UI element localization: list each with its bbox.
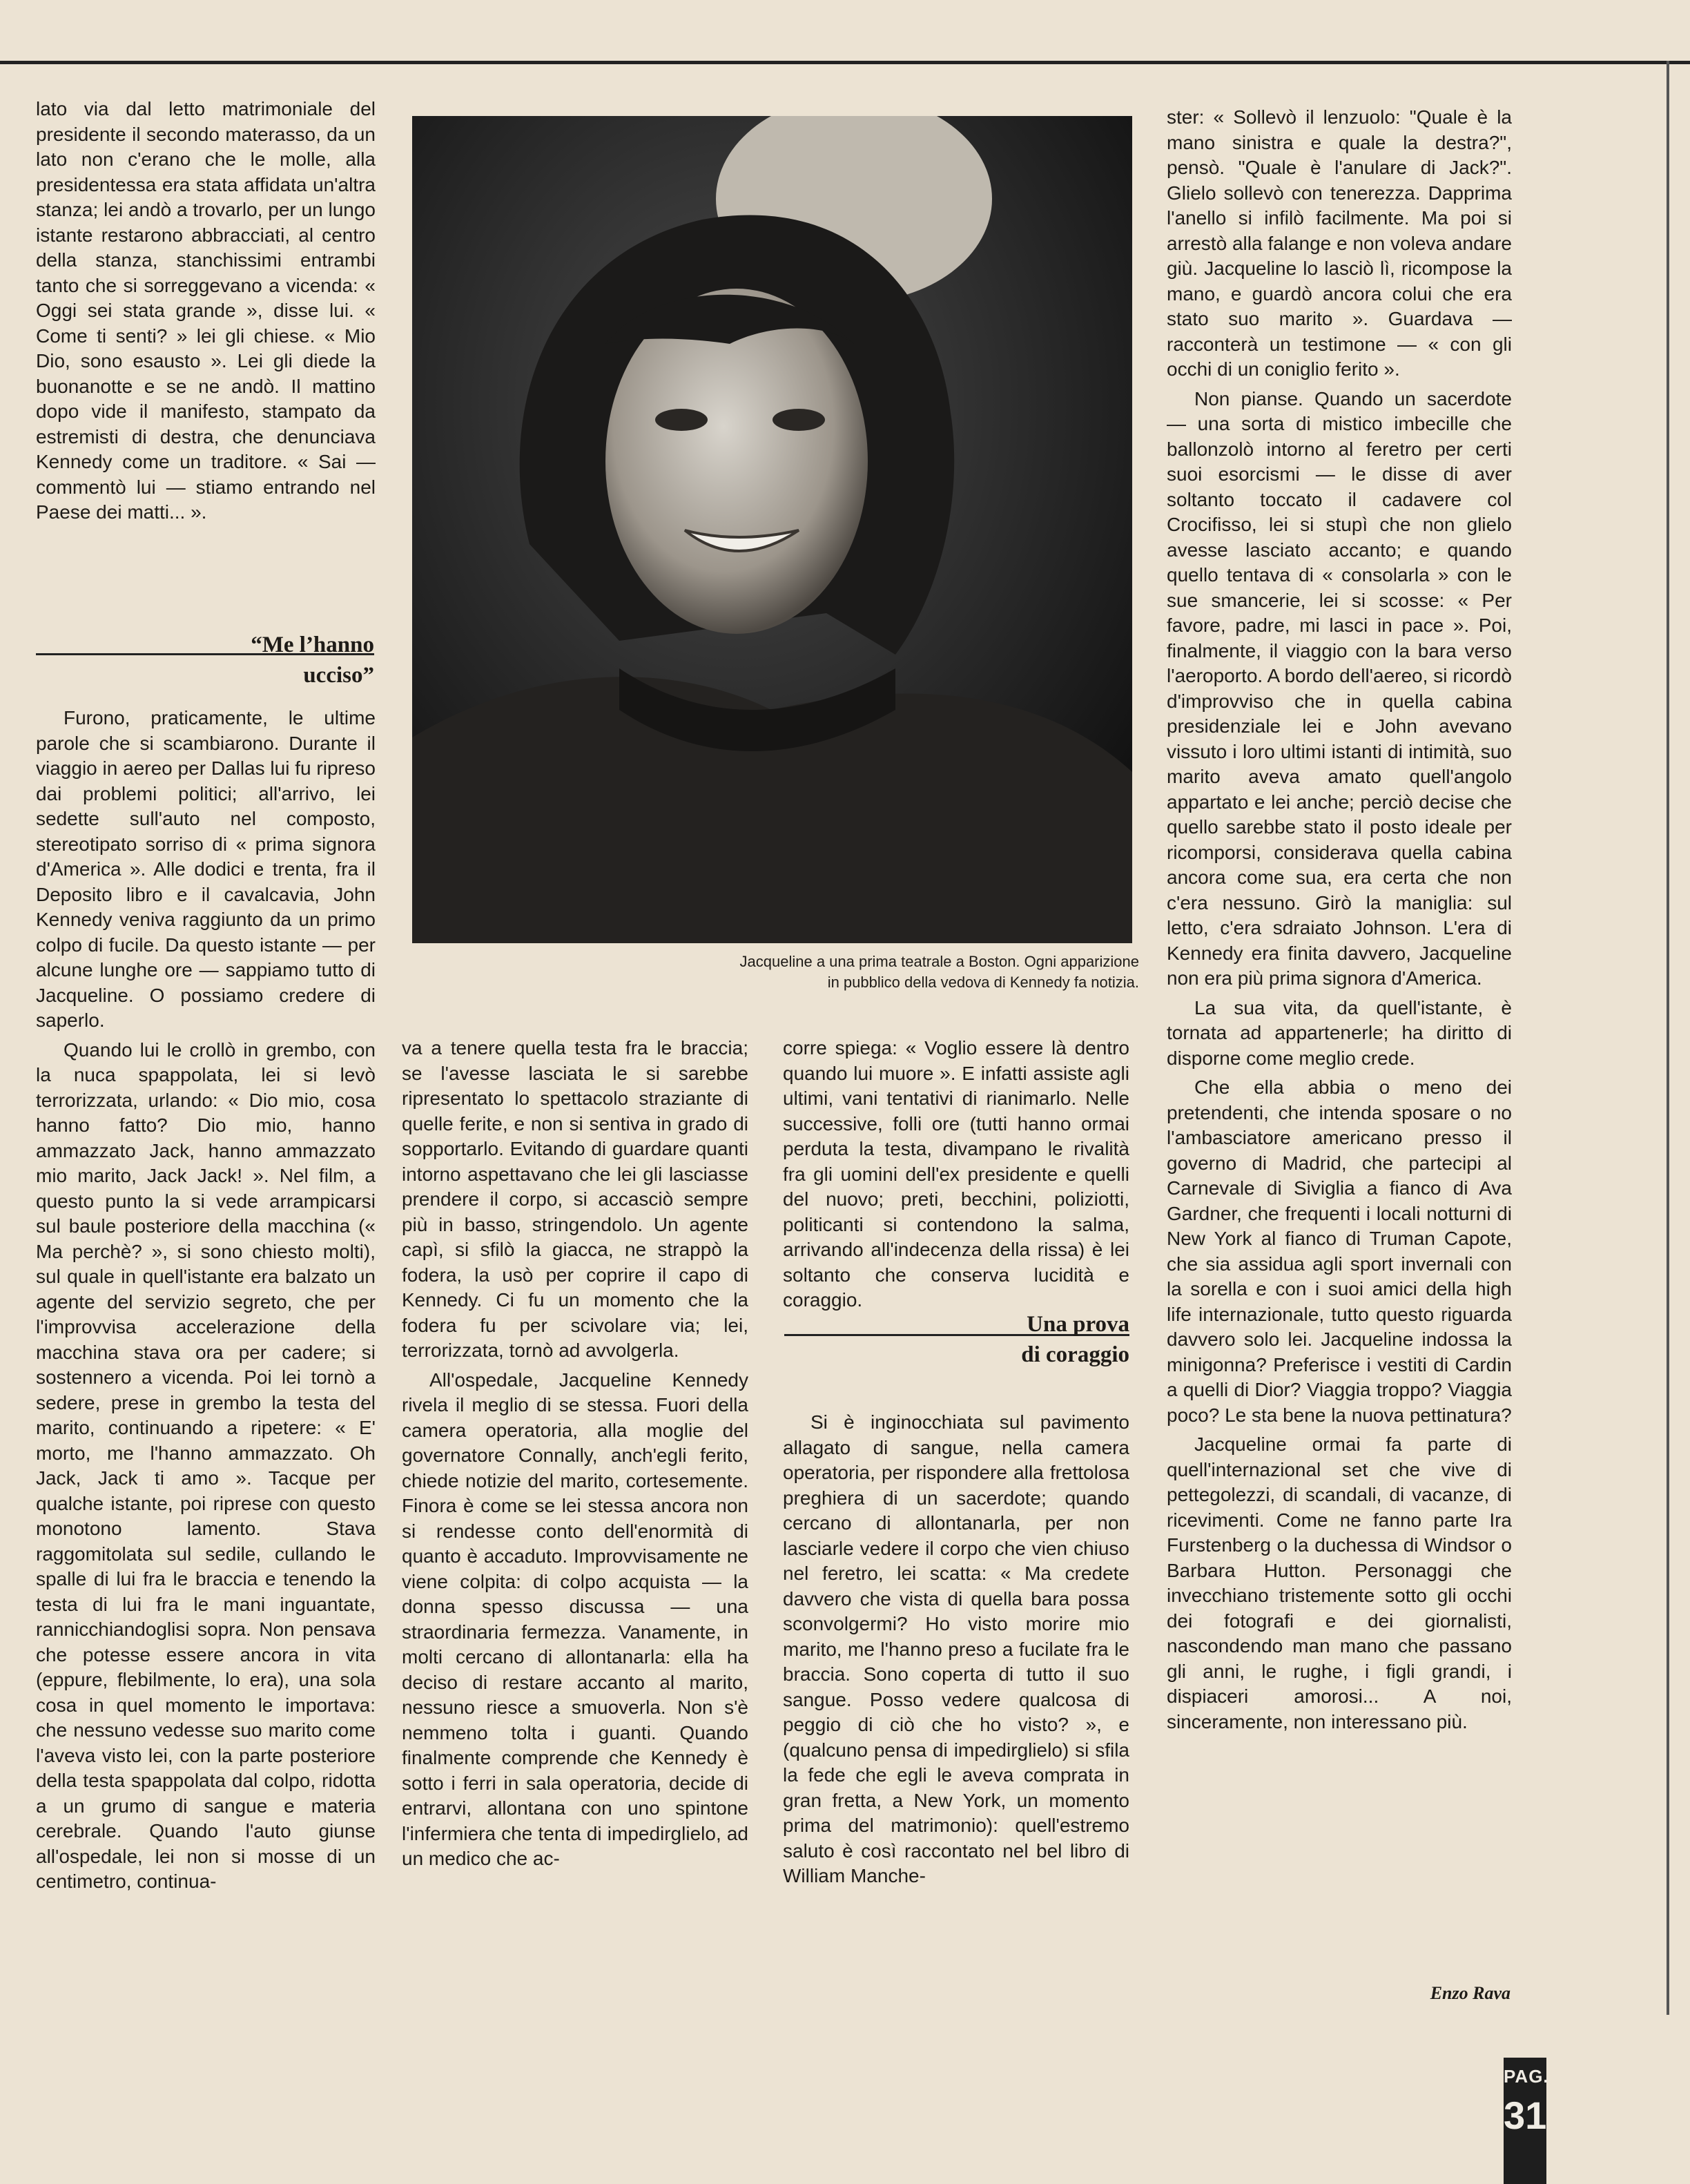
photo-caption [407, 951, 1139, 993]
page-number-box [1504, 2058, 1549, 2184]
caption-line: Jacqueline a una prima teatrale a Boston. Ogni apparizione [739, 953, 1139, 970]
paragraph: corre spiega: « Voglio essere là dentro quando lui muore ». E infatti assiste agli ultimi, vani tentativi di rianimarlo. Nelle successive, folli ore (tutti hanno ormai perduta la testa, divampano le rivalità fra gli uomini dell'ex presidente e quelli del nuovo; preti, becchini, poliziotti, politicanti si contendono la salma, arrivando all'indecenza della rissa) è lei soltanto che conserva lucidità e coraggio. [783, 1037, 1129, 1311]
paragraph: Furono, praticamente, le ultime parole che si scambiarono. Durante il viaggio in aereo per Dallas lui fu ripreso dai problemi politici; all'arrivo, lei sedette sull'auto nel composto, stereotipato sorriso di « prima signora d'America ». Alle dodici e trenta, fra il Deposito libro e il cavalcavia, John Kennedy veniva raggiunto da un primo colpo di fucile. Da questo istante — per alcune lunghe ore — sappiamo tutto di Jacqueline. O possiamo credere di saperlo. [36, 707, 376, 1031]
paragraph: ster: « Sollevò il lenzuolo: "Quale è la mano sinistra e quale la destra?", pensò. "Quale è l'anulare di Jack?". Glielo sollevò con tenerezza. Dapprima l'anello si infilò facilmente. Ma poi si arrestò alla falange e non voleva andare giù. Jacqueline lo lasciò lì, ricompose la mano, e guardò ancora colui che era stato suo marito ». Guardava — racconterà un testimone — « con gli occhi di un coniglio ferito ». [1167, 106, 1512, 380]
page-label: PAG. [1504, 2066, 1549, 2087]
paragraph: Quando lui le crollò in grembo, con la nuca spappolata, lei si levò terrorizzata, urlando: « Dio mio, cosa hanno fatto? Dio mio, hanno ammazzato Jack, hanno ammazzato mio marito, Jack Jack! ». Nel film, a questo punto la si vede arrampicarsi sul baule posteriore della macchina (« Ma perchè? », si sono chiesto molti), sul quale in quell'istante era balzato un agente del servizio segreto, che per l'improvvisa accelerazione della macchina stava ora per cadere; si sostennero a vicenda. Poi lei tornò a sedere, prese in grembo la testa del marito, continuando a ripetere: « E' morto, me l'hanno ammazzato. Oh Jack, Jack ti amo ». Tacque per qualche istante, poi riprese con questo monotono lamento. Stava raggomitolata sul sedile, cullando le spalle di lui fra le braccia e tenendo la testa di lui fra le mani inguantate, rannicchiandoglisi sopra. Non pensava che potesse essere ancora in vita (eppure, flebilmente, lo era), una sola cosa in quel momento le importava: che nessuno vedesse suo marito come l'aveva visto lei, con la parte posteriore della testa spappolata dal colpo, ridotta a un grumo di sangue e materia cerebrale. Quando l'auto giunse all'ospedale, lei non si mosse di un centimetro, continua- [36, 1038, 376, 1892]
paragraph: Non pianse. Quando un sacerdote — una sorta di mistico imbecille che ballonzolò intorno al feretro per certi suoi esorcismi — le disse di aver soltanto toccato il cadavere col Crocifisso, lei si stupì che non glielo avesse lasciato accanto; e quando quello tentava di « consolarla » con le sue smancerie, lei si scosse: « Per favore, padre, mi lasci in pace ». Poi, finalmente, il viaggio con la bara verso l'aeroporto. A bordo dell'aereo, si ricordò d'improvviso che in quella cabina presidenziale lei e John avevano vissuto i loro ultimi istanti di intimità, suo marito aveva amato quell'angolo appartato e lei anche; perciò decise che quello sarebbe stato il posto ideale per ricomporsi, considerava quella cabina ancora come sua, era certa che non c'era nessuno. Girò la maniglia: sul letto, c'era sdraiato Johnson. L'era di Kennedy era finita davvero, Jacqueline non era più prima signora d'America. [1167, 387, 1512, 989]
section-heading-me-lhanno-ucciso [36, 630, 374, 690]
column-4 [1167, 105, 1512, 1739]
heading-line: di coraggio [1021, 1342, 1129, 1367]
column-1-bottom [36, 706, 376, 1899]
paragraph: Jacqueline ormai fa parte di quell'internazional set che vive di pettegolezzi, di scandali, di vacanze, di ricevimenti. Come ne fanno parte Ira Furstenberg o la duchessa di Windsor o Barbara Hutton. Personaggi che invecchiano tristemente sotto gli occhi dei fotografi e dei giornalisti, nascondendo man mano che passano gli anni, le rughe, i figli grandi, i dispiaceri amorosi... A noi, sinceramente, non interessano più. [1167, 1433, 1512, 1732]
top-rule [0, 61, 1690, 64]
paragraph: Che ella abbia o meno dei pretendenti, che intenda sposare o no l'ambasciatore americano presso il governo di Madrid, che partecipi al Carnevale di Siviglia a fianco di Ava Gardner, che frequenti i locali notturni di New York al fianco di Truman Capote, che sia assidua agli sport invernali con la sorella e con i suoi amici della high life internazionale, tutto questo riguarda davvero solo lei. Jacqueline indossa la minigonna? Preferisce i vestiti di Cardin a quelli di Dior? Viaggia troppo? Viaggia poco? Le sta bene la nuova pettinatura? [1167, 1076, 1512, 1426]
column-3-top [783, 1036, 1129, 1317]
column-2 [402, 1036, 748, 1876]
caption-line: in pubblico della vedova di Kennedy fa notizia. [827, 974, 1139, 991]
heading-line: “Me l’hanno [251, 632, 374, 657]
right-rule [1667, 61, 1669, 2015]
column-3-bottom [783, 1410, 1129, 1893]
jacqueline-photo [412, 116, 1132, 943]
paragraph: All'ospedale, Jacqueline Kennedy rivela il meglio di se stessa. Fuori della camera operatoria, alla moglie del governatore Connally, anch'egli ferito, chiede notizie del marito, cortesemente. Finora è come se lei stessa ancora non si rendesse conto dell'enormità di quanto è accaduto. Improvvisamente ne viene colpita: di colpo acquista — la donna spesso discussa — una straordinaria fermezza. Vanamente, in molti cercano di allontanarla: ella ha deciso di restare accanto al marito, nessuno riesce a smuoverla. Non s'è nemmeno tolta i guanti. Quando finalmente comprende che Kennedy è sotto i ferri in sala operatoria, decide di entrarvi, allontana con uno spintone l'infermiera che tenta di impedirglielo, ad un medico che ac- [402, 1369, 748, 1869]
author-signature: Enzo Rava [1430, 1983, 1511, 2003]
column-1-top [36, 97, 376, 530]
page-number: 31 [1504, 2094, 1547, 2137]
paragraph: Si è inginocchiata sul pavimento allagato di sangue, nella camera operatoria, per rispondere alla frettolosa preghiera di un sacerdote; quando cercano di allontanarla, per non lasciarle vedere il corpo che vien chiuso nel feretro, lei scatta: « Ma credete davvero che vista di quella bara possa sconvolgermi? Ho visto morire mio marito, me l'hanno preso a fucilate fra le braccia. Sono coperta di tutto il suo sangue. Posso vedere qualcosa di peggio di ciò che ho visto? », e (qualcuno pensa di impedirglielo) si sfila la fede che egli le aveva comprata in gran fretta, a New York, un momento prima del matrimonio): quell'estremo saluto è così raccontato nel bel libro di William Manche- [783, 1411, 1129, 1886]
paragraph: va a tenere quella testa fra le braccia; se l'avesse lasciata le si sarebbe ripresentato lo spettacolo straziante di quelle ferite, e non si sentiva in grado di sopportarlo. Evitando di guardare quanti intorno aspettavano che lei gli lasciasse prendere il corpo, si accasciò sempre più in basso, stringendolo. Un agente capì, si sfilò la giacca, ne strappò la fodera, la usò per coprire il capo di Kennedy. Ci fu un momento che la fodera fu per scivolare via; lei, terrorizzata, tornò ad avvolgerla. [402, 1037, 748, 1361]
paragraph: lato via dal letto matrimoniale del presidente il secondo materasso, da un lato non c'erano che le molle, alla presidentessa era stata affidata un'altra stanza; lei andò a trovarlo, per un lungo istante restarono abbracciati, al centro della stanza, stanchissimi entrambi tanto che si sorreggevano a vicenda: « Oggi sei stata grande », disse lui. « Come ti senti? » lei gli chiese. « Mio Dio, sono esausto ». Lei gli diede la buonanotte e se ne andò. Il mattino dopo vide il manifesto, stampato da estremisti di destra, che denunciava Kennedy come un traditore. « Sai — commentò lui — stiamo entrando nel Paese dei matti... ». [36, 98, 376, 523]
heading-line: ucciso” [303, 663, 374, 688]
heading-line: Una prova [1027, 1312, 1129, 1337]
portrait-image [412, 116, 1132, 943]
section-heading-una-prova-di-coraggio [784, 1309, 1129, 1370]
paragraph: La sua vita, da quell'istante, è tornata ad appartenerle; ha diritto di disporne come meglio crede. [1167, 996, 1512, 1069]
